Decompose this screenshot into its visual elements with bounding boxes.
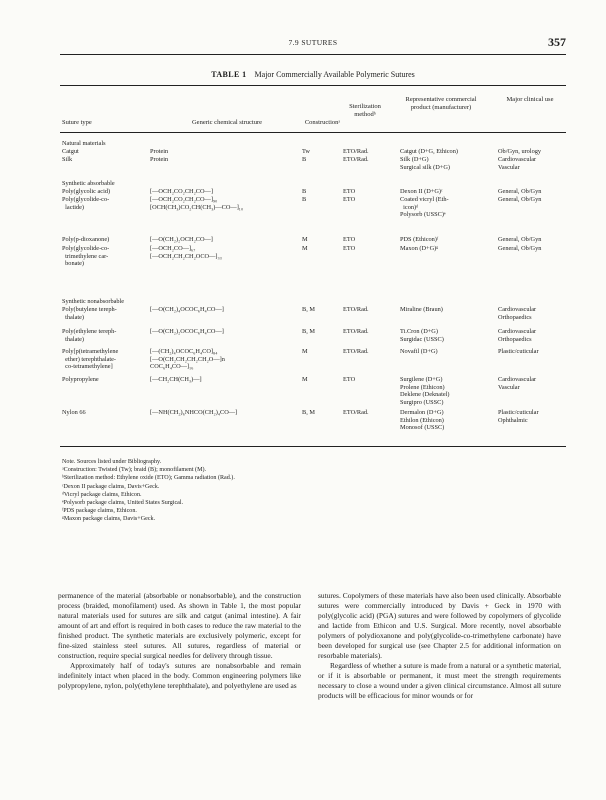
- table-rule-top: [60, 85, 566, 86]
- cell-construction: Tw: [302, 148, 310, 155]
- table-note: Note. Sources listed under Bibliography.: [62, 459, 162, 465]
- cell-suture-type: Poly(glycolic acid): [62, 188, 111, 195]
- body-paragraph: Regardless of whether a suture is made from a natural or a synthetic material, or if it is absorbable or permanent, it must meet the strength requirements necessary to close a wound under a given clinical circumstance. Almost all suture products will be efficacious for minor wounds or for: [318, 661, 561, 700]
- cell-construction: B: [302, 156, 307, 163]
- table-note: ᵇSterilization method: Ethylene oxide (ETO); Gamma radiation (Rad.).: [62, 475, 235, 482]
- cell-suture-type: Nylon 66: [62, 409, 86, 416]
- cell-construction: B: [302, 188, 307, 195]
- table-label: TABLE 1: [211, 70, 247, 79]
- table-note: ᶜDexon II package claims, Davis+Geck.: [62, 483, 160, 490]
- cell-sterilization: ETO: [343, 376, 356, 383]
- cell-construction: M: [302, 348, 308, 355]
- cell-sterilization: ETO/Rad.: [343, 306, 369, 313]
- cell-construction: M: [302, 236, 308, 243]
- table-rule-head: [60, 132, 566, 133]
- cell-product: Silk (D+G) Surgical silk (D+G): [400, 156, 450, 171]
- cell-use: General, Ob/Gyn: [498, 196, 542, 203]
- cell-suture-type: Poly(glycolide-co- trimethylene car- bonate): [62, 245, 110, 268]
- body-paragraph: sutures. Copolymers of these materials have also been used clinically. Absorbable sutures were commercially introduced by Davis + Geck in 1970 with poly(glycolic acid) (PGA) sutures and were followed by copolymers of glycolide and lactide from Ethicon and U.S. Surgical. More recently, novel absorbable polymers of polydioxanone and poly(glycolide-co-trimethylene carbonate) have been developed for surgical use (see Chapter 2.5 for additional information on resorbable materials).: [318, 591, 561, 660]
- cell-use: Plastic/cuticular Ophthalmic: [498, 409, 539, 424]
- cell-sterilization: ETO/Rad.: [343, 348, 369, 355]
- cell-suture-type: Polypropylene: [62, 376, 99, 383]
- table-caption: [60, 70, 566, 79]
- cell-structure: [—O(CH₂)₂OCH₂CO—]: [150, 236, 213, 243]
- body-column-left: [58, 591, 301, 691]
- col-header-structure: Generic chemical structure: [191, 119, 263, 126]
- cell-sterilization: ETO/Rad.: [343, 328, 369, 335]
- table-notes: [62, 458, 542, 524]
- col-header-use: Major clinical use: [506, 96, 554, 103]
- col-header-product: Representative commercial product (manufacturer): [405, 96, 477, 111]
- group-label: Synthetic nonabsorbable: [62, 298, 125, 305]
- cell-construction: B, M: [302, 409, 315, 416]
- cell-suture-type: Poly(ethylene tereph- thalate): [62, 328, 117, 343]
- cell-sterilization: ETO: [343, 245, 356, 252]
- table-note: ᵉPolysorb package claims, United States Surgical.: [62, 500, 184, 507]
- cell-structure: Protein: [150, 156, 169, 163]
- cell-construction: M: [302, 376, 308, 383]
- cell-structure: [—(CH₂)₄OCOC₆H₄CO]₈₄ [—O(CH₂CH₂CH₂CH₂O—]n COC₆H₄CO—]₁₆: [150, 348, 225, 371]
- cell-sterilization: ETO/Rad.: [343, 409, 369, 416]
- col-header-construction: Constructionᵃ: [304, 119, 341, 126]
- cell-product: Maxon (D+G)ᵍ: [400, 245, 439, 252]
- col-header-suture-type: Suture type: [62, 119, 92, 126]
- cell-suture-type: Poly(glycolide-co- lactide): [62, 196, 110, 211]
- cell-use: Cardiovascular Orthopaedics: [498, 328, 537, 343]
- section-title: 7.9 SUTURES: [288, 38, 338, 47]
- cell-suture-type: Poly(butylene tereph- thalate): [62, 306, 117, 321]
- cell-use: General, Ob/Gyn: [498, 188, 542, 195]
- table-note: ᶠPDS package claims, Ethicon.: [62, 508, 137, 515]
- cell-use: Cardiovascular Vascular: [498, 376, 537, 391]
- group-label: Natural materials: [62, 140, 106, 147]
- cell-structure: [—O(CH₂)₂OCOC₆H₄CO—]: [150, 328, 224, 335]
- cell-sterilization: ETO/Rad.: [343, 156, 369, 163]
- cell-use: Ob/Gyn, urology: [498, 148, 542, 155]
- running-head: [60, 35, 566, 52]
- cell-product: Novafil (D+G): [400, 348, 438, 355]
- cell-product: PDS (Ethicon)ᶠ: [400, 236, 439, 243]
- cell-use: Cardiovascular Vascular: [498, 156, 537, 171]
- cell-product: Catgut (D+G, Ethicon): [400, 148, 458, 155]
- table-title: Major Commercially Available Polymeric Sutures: [254, 70, 415, 79]
- cell-sterilization: ETO/Rad.: [343, 148, 369, 155]
- cell-structure: [—OCH₂CO—]₆₇ [—OCH₂CH₂CH₂OCO—]₃₃: [150, 245, 222, 260]
- cell-suture-type: Poly[p(tetramethylene ether) terephthalate- co-tetramethylene]: [62, 348, 119, 371]
- cell-structure: [—CH₂CH(CH₃)—]: [150, 376, 202, 383]
- cell-structure: [—NH(CH₂)₆NHCO(CH₂)₄CO—]: [150, 409, 238, 416]
- body-paragraph: permanence of the material (absorbable or nonabsorbable), and the construction process (braided, monofilament) used. As shown in Table 1, the most popular natural materials used for sutures are silk and catgut (animal intestine). A fair amount of art and effort is required in both cases to reduce the raw material to the finished product. The synthetic materials are exclusively polymeric, except for fine-sized stainless steel sutures. All sutures, regardless of material or construction, require special surgical needles for delivery through tissue.: [58, 591, 301, 660]
- cell-product: Miraline (Braun): [400, 306, 443, 313]
- cell-construction: B: [302, 196, 307, 203]
- cell-structure: [—OCH₂CO₂CH₂CO—]₉₀ [OCH(CH₃)CO₂CH(CH₃)—CO—]₁₀: [150, 196, 244, 211]
- group-label: Synthetic absorbable: [62, 180, 115, 187]
- header-rule: [60, 54, 566, 55]
- body-paragraph: Approximately half of today's sutures are nonabsorbable and remain indefinitely intact when placed in the body. Common engineering polymers like polypropylene, nylon, poly(ethylene terephthalate), and polyethylene are used as: [58, 661, 301, 690]
- cell-structure: Protein: [150, 148, 169, 155]
- table-note: ᵃConstruction: Twisted (Tw); braid (B); monofilament (M).: [62, 467, 207, 474]
- cell-sterilization: ETO: [343, 236, 356, 243]
- col-header-sterilization: Sterilization methodᵇ: [349, 103, 381, 118]
- body-column-right: [318, 591, 561, 701]
- cell-use: Cardiovascular Orthopaedics: [498, 306, 537, 321]
- cell-product: Ti.Cron (D+G) Surgidac (USSC): [400, 328, 444, 343]
- cell-sterilization: ETO: [343, 196, 356, 203]
- table-note: ᵍMaxon package claims, Davis+Geck.: [62, 516, 156, 523]
- cell-product: Coated vicryl (Eth- icon)ᵈ Polysorb (USSC)ᵉ: [400, 196, 449, 219]
- cell-construction: B, M: [302, 306, 315, 313]
- cell-sterilization: ETO: [343, 188, 356, 195]
- cell-structure: [—OCH₂CO₂CH₂CO—]: [150, 188, 213, 195]
- cell-use: General, Ob/Gyn: [498, 236, 542, 243]
- cell-suture-type: Silk: [62, 156, 73, 163]
- cell-use: Plastic/cuticular: [498, 348, 539, 355]
- cell-structure: [—O(CH₂)₄OCOC₆H₄CO—]: [150, 306, 224, 313]
- cell-product: Dexon II (D+G)ᶜ: [400, 188, 443, 195]
- cell-product: Surgilene (D+G) Prolene (Ethicon) Deklene (Deknatel) Surgipro (USSC): [400, 376, 450, 406]
- table-rule-bottom: [60, 446, 566, 447]
- table-note: ᵈVicryl package claims, Ethicon.: [62, 491, 142, 498]
- cell-suture-type: Poly(p-dioxanone): [62, 236, 110, 243]
- cell-use: General, Ob/Gyn: [498, 245, 542, 252]
- cell-product: Dermalon (D+G) Ethilon (Ethicon) Monosof (USSC): [400, 409, 445, 432]
- cell-suture-type: Catgut: [62, 148, 79, 155]
- cell-construction: M: [302, 245, 308, 252]
- page-number: 357: [548, 35, 566, 49]
- cell-construction: B, M: [302, 328, 315, 335]
